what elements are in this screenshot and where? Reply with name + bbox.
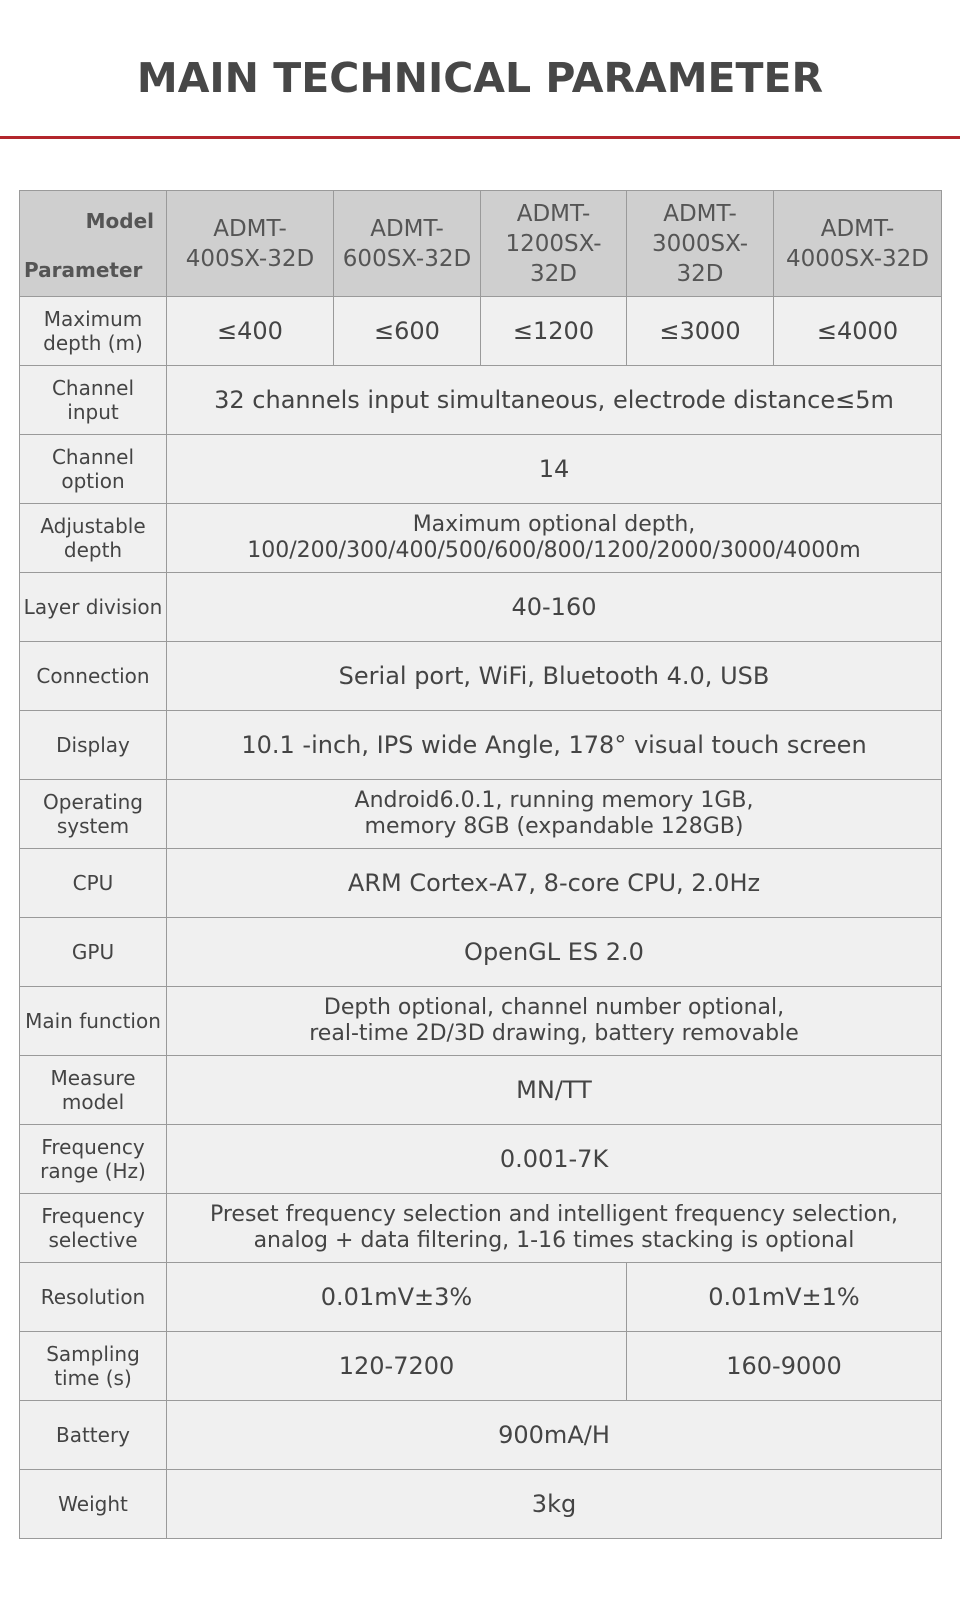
param-label-max-depth: Maximum depth (m) <box>20 297 167 366</box>
param-label-gpu: GPU <box>20 918 167 987</box>
max-depth-value-600: ≤600 <box>334 297 481 366</box>
table-row-connection <box>20 642 942 711</box>
table-row-cpu <box>20 849 942 918</box>
param-label-channel-option: Channel option <box>20 435 167 504</box>
max-depth-value-3000: ≤3000 <box>627 297 774 366</box>
param-label-operating-system: Operating system <box>20 780 167 849</box>
measure-model-value: MN/TT <box>167 1056 942 1125</box>
resolution-value-high-models: 0.01mV±1% <box>627 1263 942 1332</box>
table-row-sampling-time <box>20 1332 942 1401</box>
connection-value: Serial port, WiFi, Bluetooth 4.0, USB <box>167 642 942 711</box>
param-label-battery: Battery <box>20 1401 167 1470</box>
cpu-value: ARM Cortex-A7, 8-core CPU, 2.0Hz <box>167 849 942 918</box>
param-label-main-function: Main function <box>20 987 167 1056</box>
corner-parameter-label: Parameter <box>24 258 143 282</box>
page-header <box>0 0 960 139</box>
table-row-adjustable-depth <box>20 504 942 573</box>
frequency-range-value: 0.001-7K <box>167 1125 942 1194</box>
battery-value: 900mA/H <box>167 1401 942 1470</box>
layer-division-value: 40-160 <box>167 573 942 642</box>
table-row-frequency-range <box>20 1125 942 1194</box>
table-row-channel-input <box>20 366 942 435</box>
main-function-value: Depth optional, channel number optional, real-time 2D/3D drawing, battery removable <box>167 987 942 1056</box>
param-label-sampling-time: Sampling time (s) <box>20 1332 167 1401</box>
corner-header-cell <box>20 191 167 297</box>
param-label-layer-division: Layer division <box>20 573 167 642</box>
display-value: 10.1 -inch, IPS wide Angle, 178° visual touch screen <box>167 711 942 780</box>
param-label-adjustable-depth: Adjustable depth <box>20 504 167 573</box>
param-label-measure-model: Measure model <box>20 1056 167 1125</box>
max-depth-value-4000: ≤4000 <box>774 297 942 366</box>
operating-system-value: Android6.0.1, running memory 1GB, memory 8GB (expandable 128GB) <box>167 780 942 849</box>
param-label-resolution: Resolution <box>20 1263 167 1332</box>
param-label-frequency-range: Frequency range (Hz) <box>20 1125 167 1194</box>
corner-model-label: Model <box>85 209 154 233</box>
table-row-gpu <box>20 918 942 987</box>
technical-parameter-table <box>19 190 942 1539</box>
channel-input-value: 32 channels input simultaneous, electrode distance≤5m <box>167 366 942 435</box>
frequency-selective-value: Preset frequency selection and intelligent frequency selection, analog + data filtering, 1-16 times stacking is optional <box>167 1194 942 1263</box>
table-row-max-depth <box>20 297 942 366</box>
table-header-row <box>20 191 942 297</box>
table-row-frequency-selective <box>20 1194 942 1263</box>
table-row-main-function <box>20 987 942 1056</box>
sampling-time-value-low-models: 120-7200 <box>167 1332 627 1401</box>
adjustable-depth-value: Maximum optional depth, 100/200/300/400/500/600/800/1200/2000/3000/4000m <box>167 504 942 573</box>
table-row-battery <box>20 1401 942 1470</box>
weight-value: 3kg <box>167 1470 942 1539</box>
table-row-weight <box>20 1470 942 1539</box>
page-title: MAIN TECHNICAL PARAMETER <box>136 54 824 102</box>
param-label-display: Display <box>20 711 167 780</box>
param-label-connection: Connection <box>20 642 167 711</box>
model-header-1200: ADMT- 1200SX-32D <box>481 191 627 297</box>
max-depth-value-1200: ≤1200 <box>481 297 627 366</box>
table-row-channel-option <box>20 435 942 504</box>
model-header-400: ADMT- 400SX-32D <box>167 191 334 297</box>
channel-option-value: 14 <box>167 435 942 504</box>
table-row-resolution <box>20 1263 942 1332</box>
max-depth-value-400: ≤400 <box>167 297 334 366</box>
param-label-weight: Weight <box>20 1470 167 1539</box>
gpu-value: OpenGL ES 2.0 <box>167 918 942 987</box>
table-row-layer-division <box>20 573 942 642</box>
title-divider <box>0 136 960 139</box>
table-row-display <box>20 711 942 780</box>
sampling-time-value-high-models: 160-9000 <box>627 1332 942 1401</box>
param-label-frequency-selective: Frequency selective <box>20 1194 167 1263</box>
model-header-4000: ADMT- 4000SX-32D <box>774 191 942 297</box>
table-row-operating-system <box>20 780 942 849</box>
table-row-measure-model <box>20 1056 942 1125</box>
model-header-3000: ADMT- 3000SX-32D <box>627 191 774 297</box>
model-header-600: ADMT- 600SX-32D <box>334 191 481 297</box>
resolution-value-low-models: 0.01mV±3% <box>167 1263 627 1332</box>
param-label-channel-input: Channel input <box>20 366 167 435</box>
param-label-cpu: CPU <box>20 849 167 918</box>
